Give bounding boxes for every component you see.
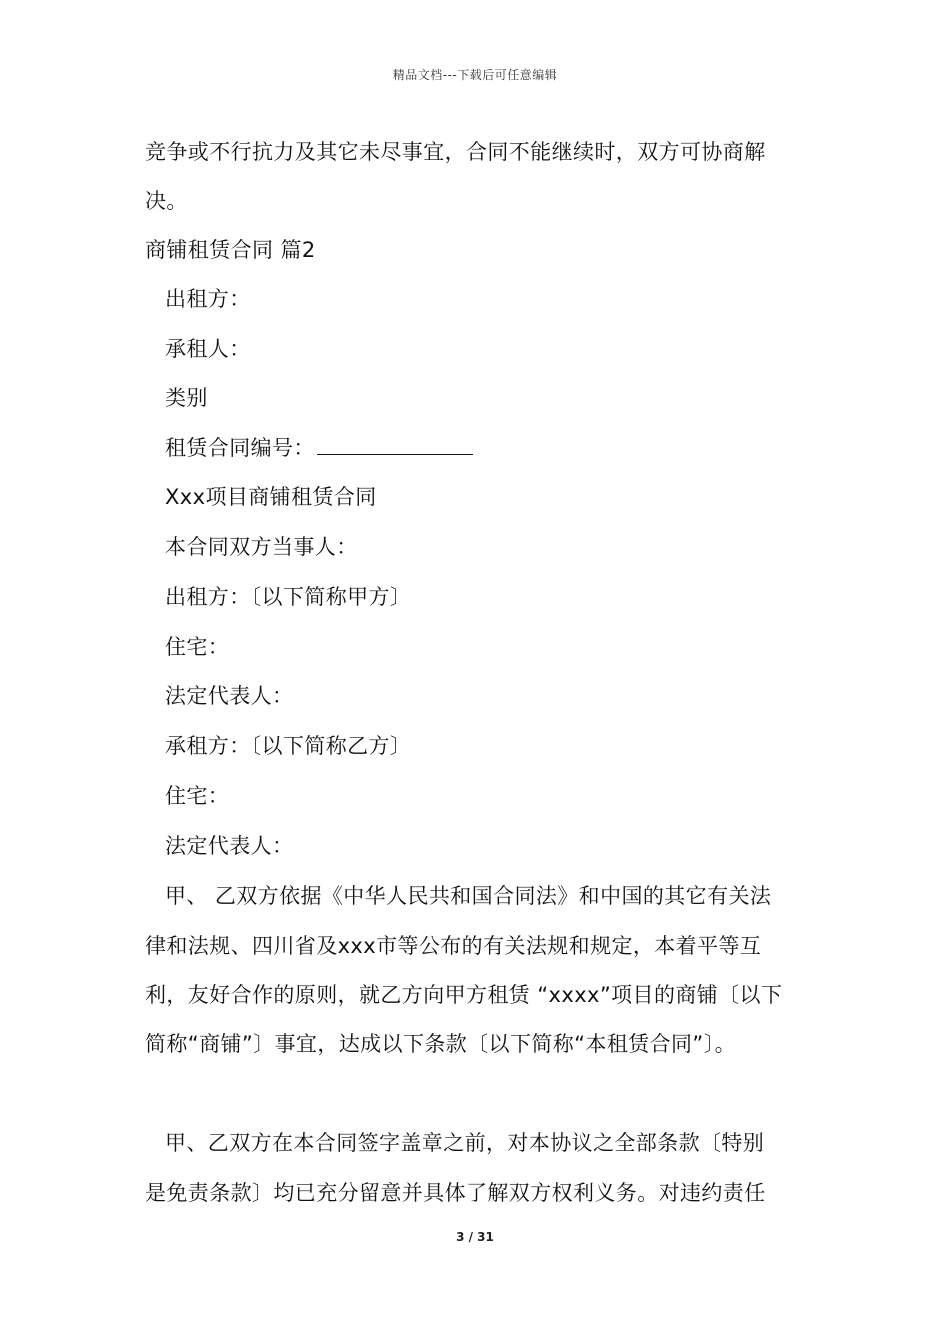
field-contract-number (165, 433, 473, 463)
party-a-representative: 法定代表人： (165, 684, 294, 708)
paragraph-line: 律和法规、四川省及xxx市等公布的有关法规和规定，本着平等互 (145, 934, 762, 958)
paragraph-line: 甲、乙双方在本合同签字盖章之前，对本协议之全部条款〔特别 (165, 1131, 765, 1155)
paragraph-line: 是免责条款〕均已充分留意并具体了解双方权利义务。对违约责任 (145, 1181, 766, 1205)
contract-number-label: 租赁合同编号： (165, 436, 315, 460)
party-a-address: 住宅： (165, 635, 230, 659)
field-category: 类别 (165, 386, 208, 410)
paragraph-line: 甲、 乙双方依据《中华人民共和国合同法》和中国的其它有关法 (165, 884, 772, 908)
field-lessee: 承租人： (165, 337, 251, 361)
contract-number-blank (317, 434, 473, 455)
party-b-address: 住宅： (165, 784, 230, 808)
field-lessor: 出租方： (165, 287, 251, 311)
paragraph-line: 利，友好合作的原则，就乙方向甲方租赁 “xxxx”项目的商铺〔以下 (145, 983, 783, 1007)
party-b-line: 承租方：〔以下简称乙方〕 (165, 734, 412, 758)
page-header: 精品文档---下载后可任意编辑 (392, 68, 558, 82)
party-b-representative: 法定代表人： (165, 834, 294, 858)
contract-title: Xxx项目商铺租赁合同 (165, 485, 377, 509)
section-title: 商铺租赁合同 篇2 (145, 238, 316, 262)
paragraph-line: 竞争或不行抗力及其它未尽事宜，合同不能继续时，双方可协商解 (145, 140, 766, 164)
parties-heading: 本合同双方当事人： (165, 535, 358, 559)
party-a-line: 出租方：〔以下简称甲方〕 (165, 585, 412, 609)
page-number: 3 / 31 (456, 1230, 494, 1244)
paragraph-line: 简称“商铺”〕事宜，达成以下条款〔以下简称“本租赁合同”〕。 (145, 1032, 737, 1056)
paragraph-line: 决。 (145, 189, 188, 213)
